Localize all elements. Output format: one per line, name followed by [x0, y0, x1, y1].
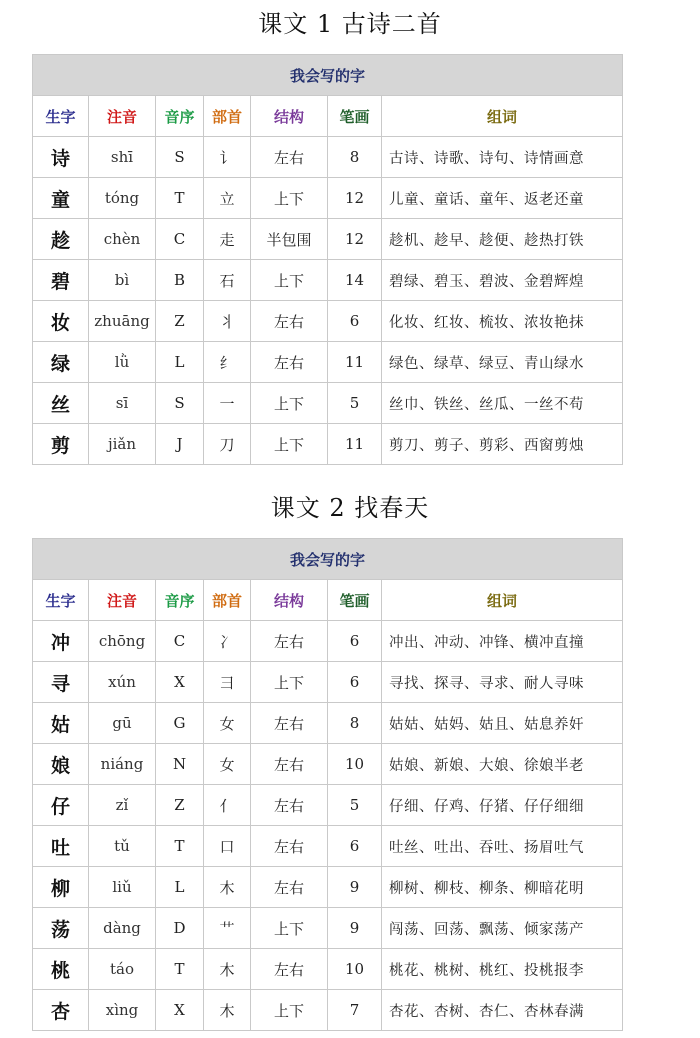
cell-radical: 口 — [204, 826, 251, 867]
cell-structure: 左右 — [251, 744, 328, 785]
cell-initial: T — [156, 178, 204, 219]
cell-initial: L — [156, 867, 204, 908]
cell-pinyin: bì — [89, 260, 156, 301]
cell-structure: 上下 — [251, 908, 328, 949]
table-row — [33, 867, 623, 908]
cell-structure: 上下 — [251, 178, 328, 219]
cell-strokes: 5 — [328, 785, 382, 826]
cell-structure: 上下 — [251, 383, 328, 424]
cell-pinyin: lǜ — [89, 342, 156, 383]
cell-initial: X — [156, 990, 204, 1031]
table-row — [33, 744, 623, 785]
cell-char: 寻 — [33, 662, 89, 703]
cell-strokes: 9 — [328, 867, 382, 908]
cell-initial: G — [156, 703, 204, 744]
cell-strokes: 14 — [328, 260, 382, 301]
table-row — [33, 301, 623, 342]
cell-char: 童 — [33, 178, 89, 219]
cell-structure: 左右 — [251, 703, 328, 744]
table-row — [33, 703, 623, 744]
cell-strokes: 10 — [328, 744, 382, 785]
column-header-words: 组词 — [382, 96, 623, 137]
cell-char: 冲 — [33, 621, 89, 662]
cell-radical: 女 — [204, 703, 251, 744]
cell-radical: 艹 — [204, 908, 251, 949]
cell-words: 柳树、柳枝、柳条、柳暗花明 — [382, 867, 623, 908]
cell-radical: 石 — [204, 260, 251, 301]
cell-radical: 女 — [204, 744, 251, 785]
cell-radical: 纟 — [204, 342, 251, 383]
cell-words: 儿童、童话、童年、返老还童 — [382, 178, 623, 219]
cell-structure: 左右 — [251, 301, 328, 342]
column-header-structure: 结构 — [251, 96, 328, 137]
cell-strokes: 12 — [328, 219, 382, 260]
cell-initial: D — [156, 908, 204, 949]
cell-radical: 彐 — [204, 662, 251, 703]
cell-pinyin: shī — [89, 137, 156, 178]
table-row — [33, 260, 623, 301]
cell-structure: 左右 — [251, 342, 328, 383]
cell-strokes: 8 — [328, 137, 382, 178]
table-caption: 我会写的字 — [33, 55, 623, 96]
cell-words: 丝巾、铁丝、丝瓜、一丝不苟 — [382, 383, 623, 424]
cell-structure: 左右 — [251, 137, 328, 178]
cell-char: 吐 — [33, 826, 89, 867]
cell-words: 冲出、冲动、冲锋、横冲直撞 — [382, 621, 623, 662]
lesson-2-vocab-table — [32, 538, 623, 1031]
cell-pinyin: niáng — [89, 744, 156, 785]
cell-radical: 木 — [204, 990, 251, 1031]
cell-words: 化妆、红妆、梳妆、浓妆艳抹 — [382, 301, 623, 342]
table-row — [33, 662, 623, 703]
cell-words: 杏花、杏树、杏仁、杏林春满 — [382, 990, 623, 1031]
lesson-1-title: 课文 1 古诗二首 — [258, 10, 442, 38]
table-row — [33, 908, 623, 949]
cell-char: 柳 — [33, 867, 89, 908]
cell-radical: 木 — [204, 949, 251, 990]
cell-words: 姑娘、新娘、大娘、徐娘半老 — [382, 744, 623, 785]
cell-initial: X — [156, 662, 204, 703]
cell-char: 碧 — [33, 260, 89, 301]
table-row — [33, 383, 623, 424]
cell-pinyin: táo — [89, 949, 156, 990]
cell-structure: 上下 — [251, 990, 328, 1031]
cell-structure: 上下 — [251, 424, 328, 465]
cell-char: 桃 — [33, 949, 89, 990]
column-header-initial: 音序 — [156, 96, 204, 137]
cell-char: 丝 — [33, 383, 89, 424]
cell-strokes: 10 — [328, 949, 382, 990]
cell-words: 姑姑、姑妈、姑且、姑息养奸 — [382, 703, 623, 744]
table-row — [33, 990, 623, 1031]
table-row — [33, 342, 623, 383]
column-header-radical: 部首 — [204, 580, 251, 621]
cell-structure: 上下 — [251, 662, 328, 703]
cell-structure: 左右 — [251, 826, 328, 867]
cell-strokes: 6 — [328, 826, 382, 867]
cell-radical: 立 — [204, 178, 251, 219]
column-header-pinyin: 注音 — [89, 580, 156, 621]
cell-structure: 左右 — [251, 621, 328, 662]
cell-radical: 刀 — [204, 424, 251, 465]
column-header-radical: 部首 — [204, 96, 251, 137]
cell-pinyin: sī — [89, 383, 156, 424]
cell-char: 杏 — [33, 990, 89, 1031]
cell-char: 荡 — [33, 908, 89, 949]
cell-initial: T — [156, 826, 204, 867]
cell-pinyin: gū — [89, 703, 156, 744]
table-row — [33, 424, 623, 465]
cell-char: 仔 — [33, 785, 89, 826]
cell-words: 仔细、仔鸡、仔猪、仔仔细细 — [382, 785, 623, 826]
cell-radical: 冫 — [204, 621, 251, 662]
table-row — [33, 785, 623, 826]
cell-pinyin: jiǎn — [89, 424, 156, 465]
cell-pinyin: chèn — [89, 219, 156, 260]
cell-initial: C — [156, 219, 204, 260]
column-header-pinyin: 注音 — [89, 96, 156, 137]
table-row — [33, 219, 623, 260]
cell-words: 闯荡、回荡、飘荡、倾家荡产 — [382, 908, 623, 949]
cell-initial: S — [156, 383, 204, 424]
header-row — [33, 580, 623, 621]
cell-initial: Z — [156, 301, 204, 342]
cell-initial: S — [156, 137, 204, 178]
cell-strokes: 6 — [328, 301, 382, 342]
cell-char: 剪 — [33, 424, 89, 465]
table-row — [33, 949, 623, 990]
cell-radical: 一 — [204, 383, 251, 424]
cell-words: 碧绿、碧玉、碧波、金碧辉煌 — [382, 260, 623, 301]
cell-words: 绿色、绿草、绿豆、青山绿水 — [382, 342, 623, 383]
cell-strokes: 6 — [328, 662, 382, 703]
cell-pinyin: xìng — [89, 990, 156, 1031]
cell-strokes: 11 — [328, 424, 382, 465]
cell-initial: T — [156, 949, 204, 990]
column-header-initial: 音序 — [156, 580, 204, 621]
table-row — [33, 621, 623, 662]
cell-pinyin: tǔ — [89, 826, 156, 867]
column-header-structure: 结构 — [251, 580, 328, 621]
cell-strokes: 5 — [328, 383, 382, 424]
cell-pinyin: dàng — [89, 908, 156, 949]
cell-radical: 走 — [204, 219, 251, 260]
cell-words: 趁机、趁早、趁便、趁热打铁 — [382, 219, 623, 260]
column-header-words: 组词 — [382, 580, 623, 621]
column-header-strokes: 笔画 — [328, 580, 382, 621]
cell-words: 寻找、探寻、寻求、耐人寻味 — [382, 662, 623, 703]
cell-radical: 讠 — [204, 137, 251, 178]
cell-strokes: 9 — [328, 908, 382, 949]
lesson-1-vocab-table — [32, 54, 623, 465]
cell-words: 吐丝、吐出、吞吐、扬眉吐气 — [382, 826, 623, 867]
table-row — [33, 826, 623, 867]
cell-structure: 上下 — [251, 260, 328, 301]
cell-initial: C — [156, 621, 204, 662]
cell-char: 姑 — [33, 703, 89, 744]
cell-initial: L — [156, 342, 204, 383]
cell-strokes: 6 — [328, 621, 382, 662]
header-row — [33, 96, 623, 137]
cell-initial: J — [156, 424, 204, 465]
lesson-2-title: 课文 2 找春天 — [270, 494, 430, 522]
cell-char: 娘 — [33, 744, 89, 785]
cell-radical: 木 — [204, 867, 251, 908]
cell-structure: 左右 — [251, 949, 328, 990]
cell-strokes: 7 — [328, 990, 382, 1031]
cell-char: 趁 — [33, 219, 89, 260]
cell-char: 妆 — [33, 301, 89, 342]
cell-radical: 亻 — [204, 785, 251, 826]
cell-pinyin: xún — [89, 662, 156, 703]
cell-initial: B — [156, 260, 204, 301]
cell-strokes: 12 — [328, 178, 382, 219]
cell-pinyin: tóng — [89, 178, 156, 219]
table-row — [33, 178, 623, 219]
column-header-char: 生字 — [33, 96, 89, 137]
cell-initial: N — [156, 744, 204, 785]
cell-char: 诗 — [33, 137, 89, 178]
cell-pinyin: zhuāng — [89, 301, 156, 342]
table-row — [33, 137, 623, 178]
table-caption: 我会写的字 — [33, 539, 623, 580]
cell-radical: 丬 — [204, 301, 251, 342]
cell-pinyin: liǔ — [89, 867, 156, 908]
cell-structure: 左右 — [251, 867, 328, 908]
cell-words: 古诗、诗歌、诗句、诗情画意 — [382, 137, 623, 178]
cell-strokes: 11 — [328, 342, 382, 383]
cell-structure: 左右 — [251, 785, 328, 826]
cell-pinyin: chōng — [89, 621, 156, 662]
cell-words: 剪刀、剪子、剪彩、西窗剪烛 — [382, 424, 623, 465]
cell-char: 绿 — [33, 342, 89, 383]
column-header-char: 生字 — [33, 580, 89, 621]
cell-initial: Z — [156, 785, 204, 826]
cell-structure: 半包围 — [251, 219, 328, 260]
cell-strokes: 8 — [328, 703, 382, 744]
column-header-strokes: 笔画 — [328, 96, 382, 137]
cell-pinyin: zǐ — [89, 785, 156, 826]
cell-words: 桃花、桃树、桃红、投桃报李 — [382, 949, 623, 990]
